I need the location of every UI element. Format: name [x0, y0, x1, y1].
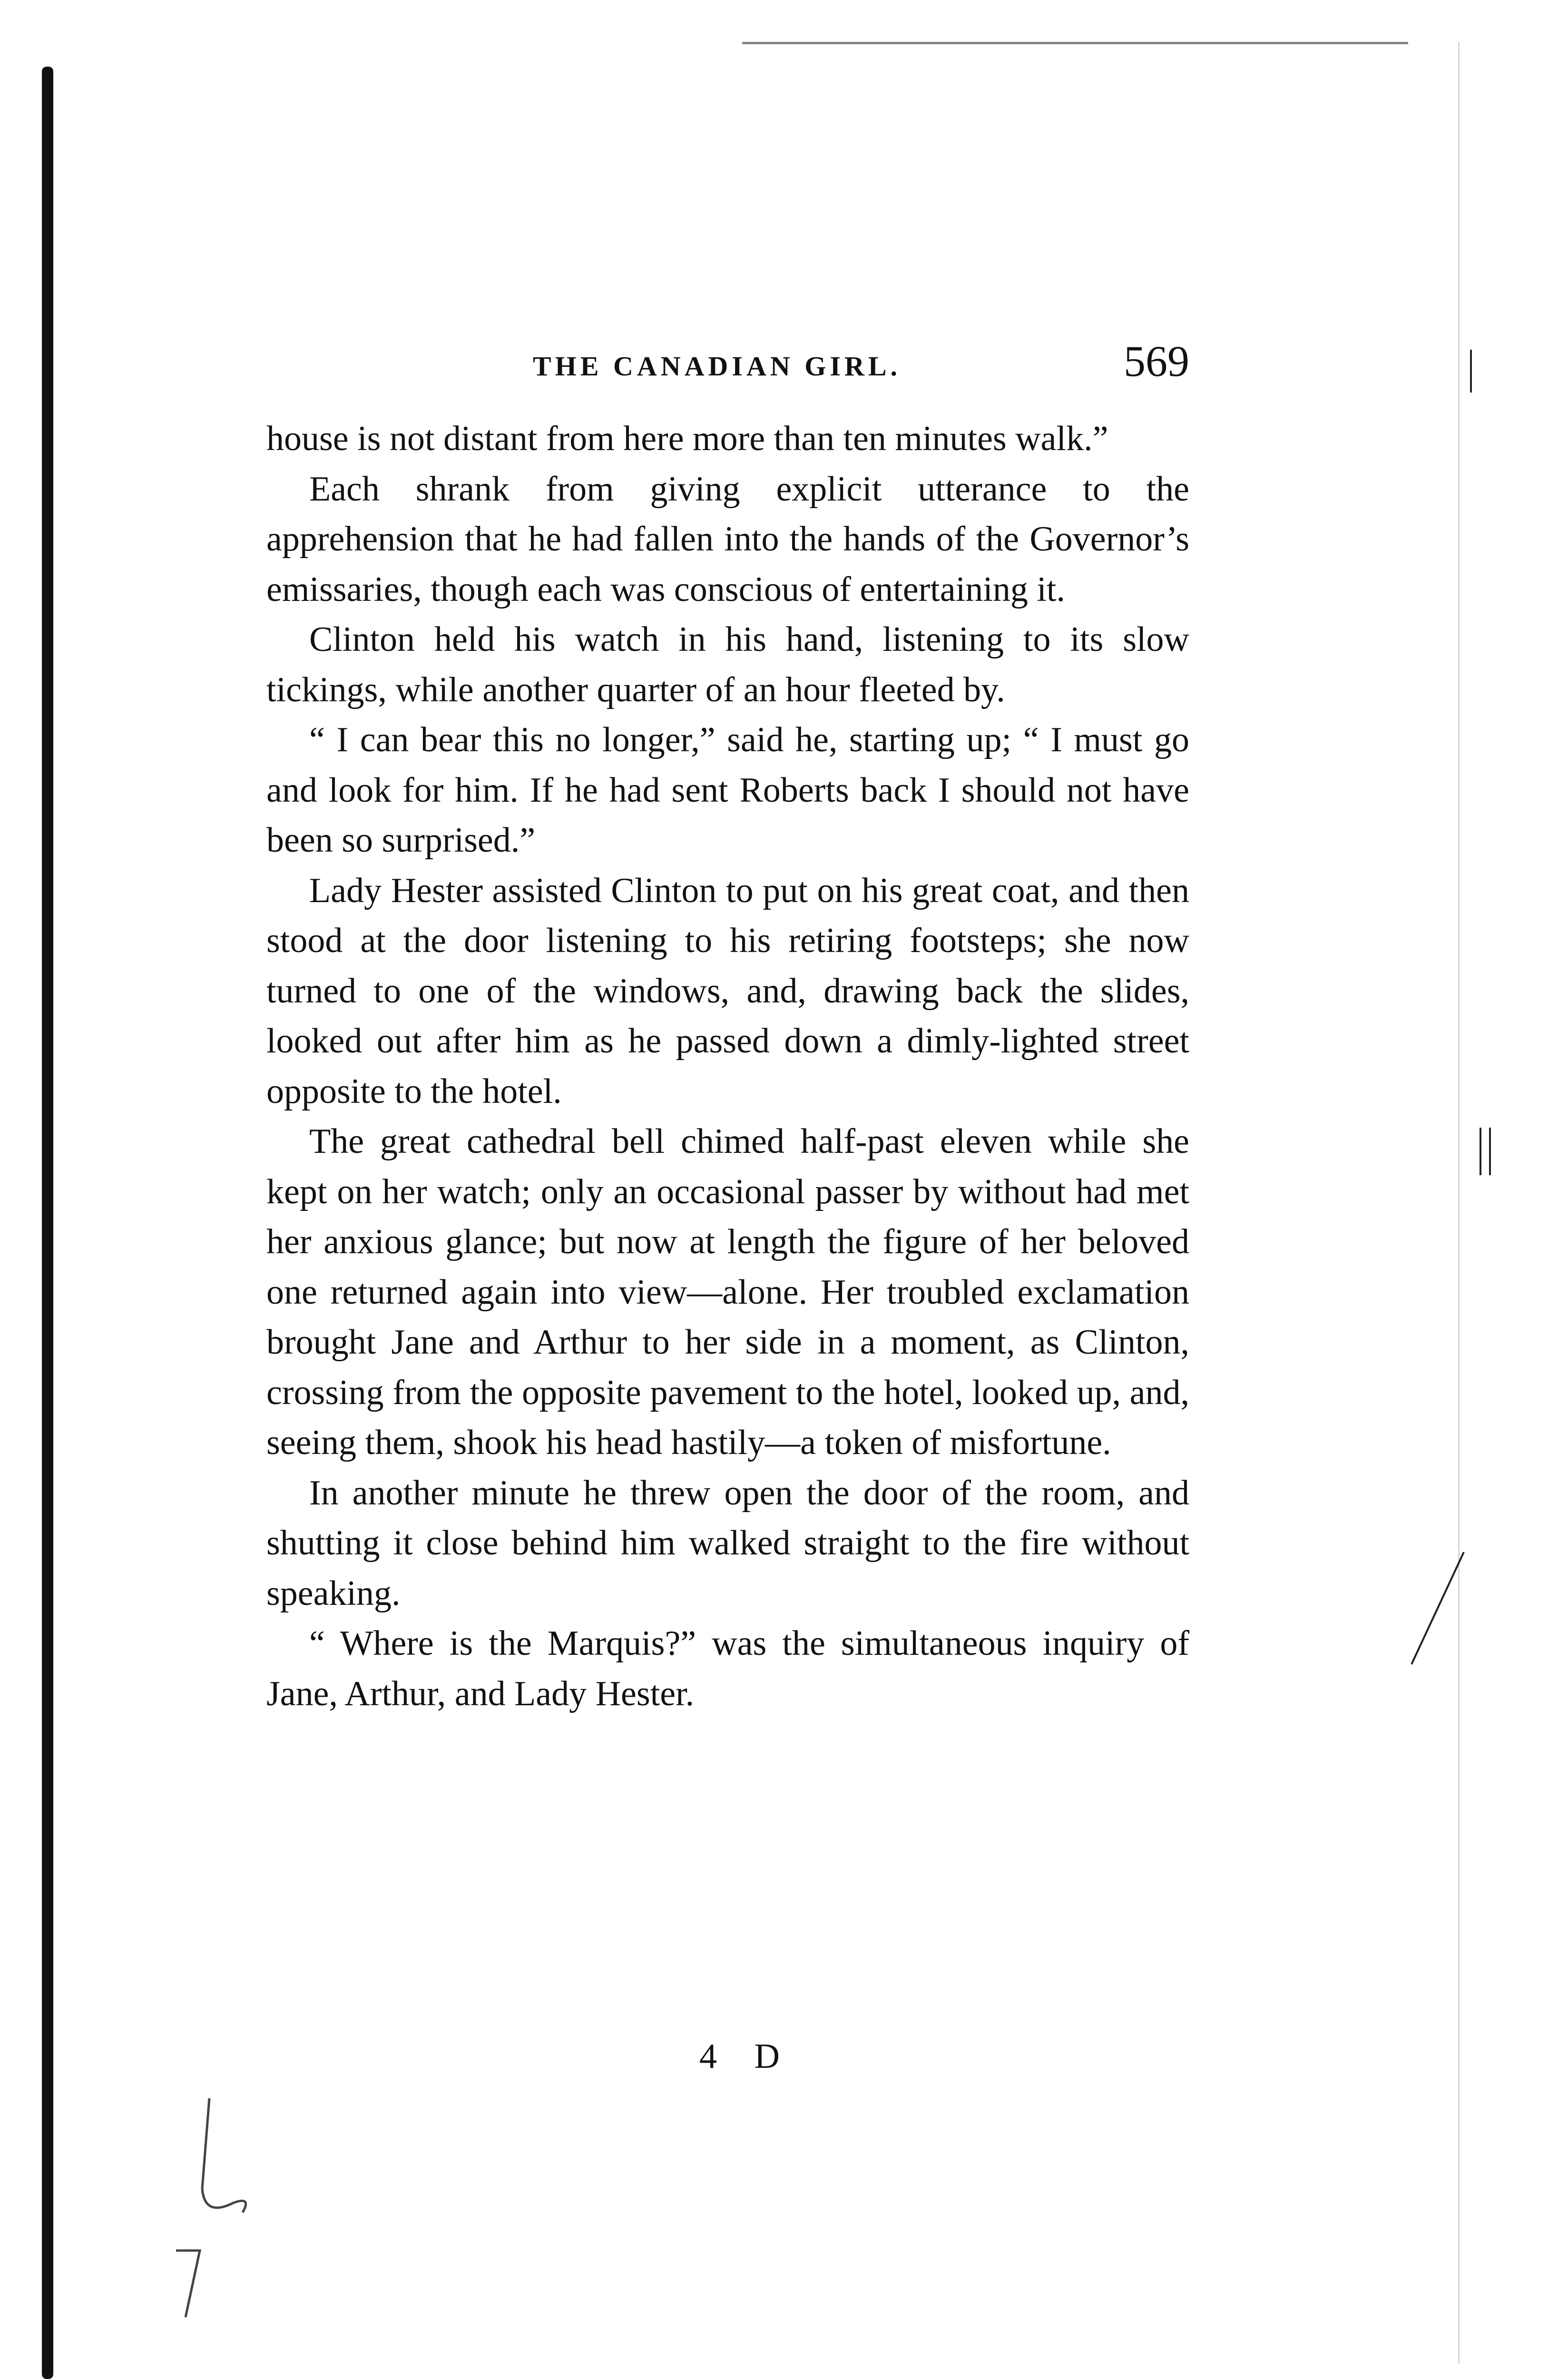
paragraph: In another minute he threw open the door of the room, and shutting it close behind him walked straight to the fire without speaking. [266, 1473, 1189, 1613]
margin-mark [1480, 1128, 1481, 1175]
page-header [266, 333, 1189, 385]
paragraph: The great cathedral bell chimed half-past eleven while she kept on her watch; only an occasional passer by without had met her anxious glance; but now at length the figure of her beloved one returned again into view—alone. Her troubled exclamation brought Jane and Arthur to her side in a moment, as Clinton, crossing from the opposite pavement to the hotel, looked up, and, seeing them, shook his head hastily—a token of misfortune. [266, 1122, 1189, 1462]
body-text [266, 414, 1189, 1719]
page-number: 569 [1124, 337, 1189, 385]
paragraph: Lady Hester assisted Clinton to put on his great coat, and then stood at the door listening to his retiring footsteps; she now turned to one of the windows, and, drawing back the slides, looked out after him as he passed down a dimly-lighted street opposite to the hotel. [266, 871, 1189, 1111]
paragraph: Clinton held his watch in his hand, listening to its slow tickings, while another quarter of an hour fleeted by. [266, 620, 1189, 709]
paragraph: “ I can bear this no longer,” said he, starting up; “ I must go and look for him. If he had sent Roberts back I should not have been so surprised.” [266, 720, 1189, 860]
margin-mark [1470, 350, 1472, 393]
paragraph: Each shrank from giving explicit utterance to the apprehension that he had fallen into the hands of the Governor’s emissaries, though each was conscious of entertaining it. [266, 469, 1189, 609]
signature-mark: 4 D [699, 2037, 794, 2076]
margin-mark [1489, 1128, 1491, 1175]
margin-mark [1411, 1552, 1465, 1664]
pencil-scribble [157, 2094, 281, 2360]
right-page-edge [1458, 42, 1460, 2364]
binding-edge [42, 67, 53, 2379]
running-title: THE CANADIAN GIRL. [533, 351, 902, 382]
paragraph: “ Where is the Marquis?” was the simultaneous inquiry of Jane, Arthur, and Lady Hester. [266, 1624, 1189, 1713]
top-edge-rule [742, 42, 1408, 44]
paragraph: house is not distant from here more than ten minutes walk.” [266, 419, 1108, 458]
